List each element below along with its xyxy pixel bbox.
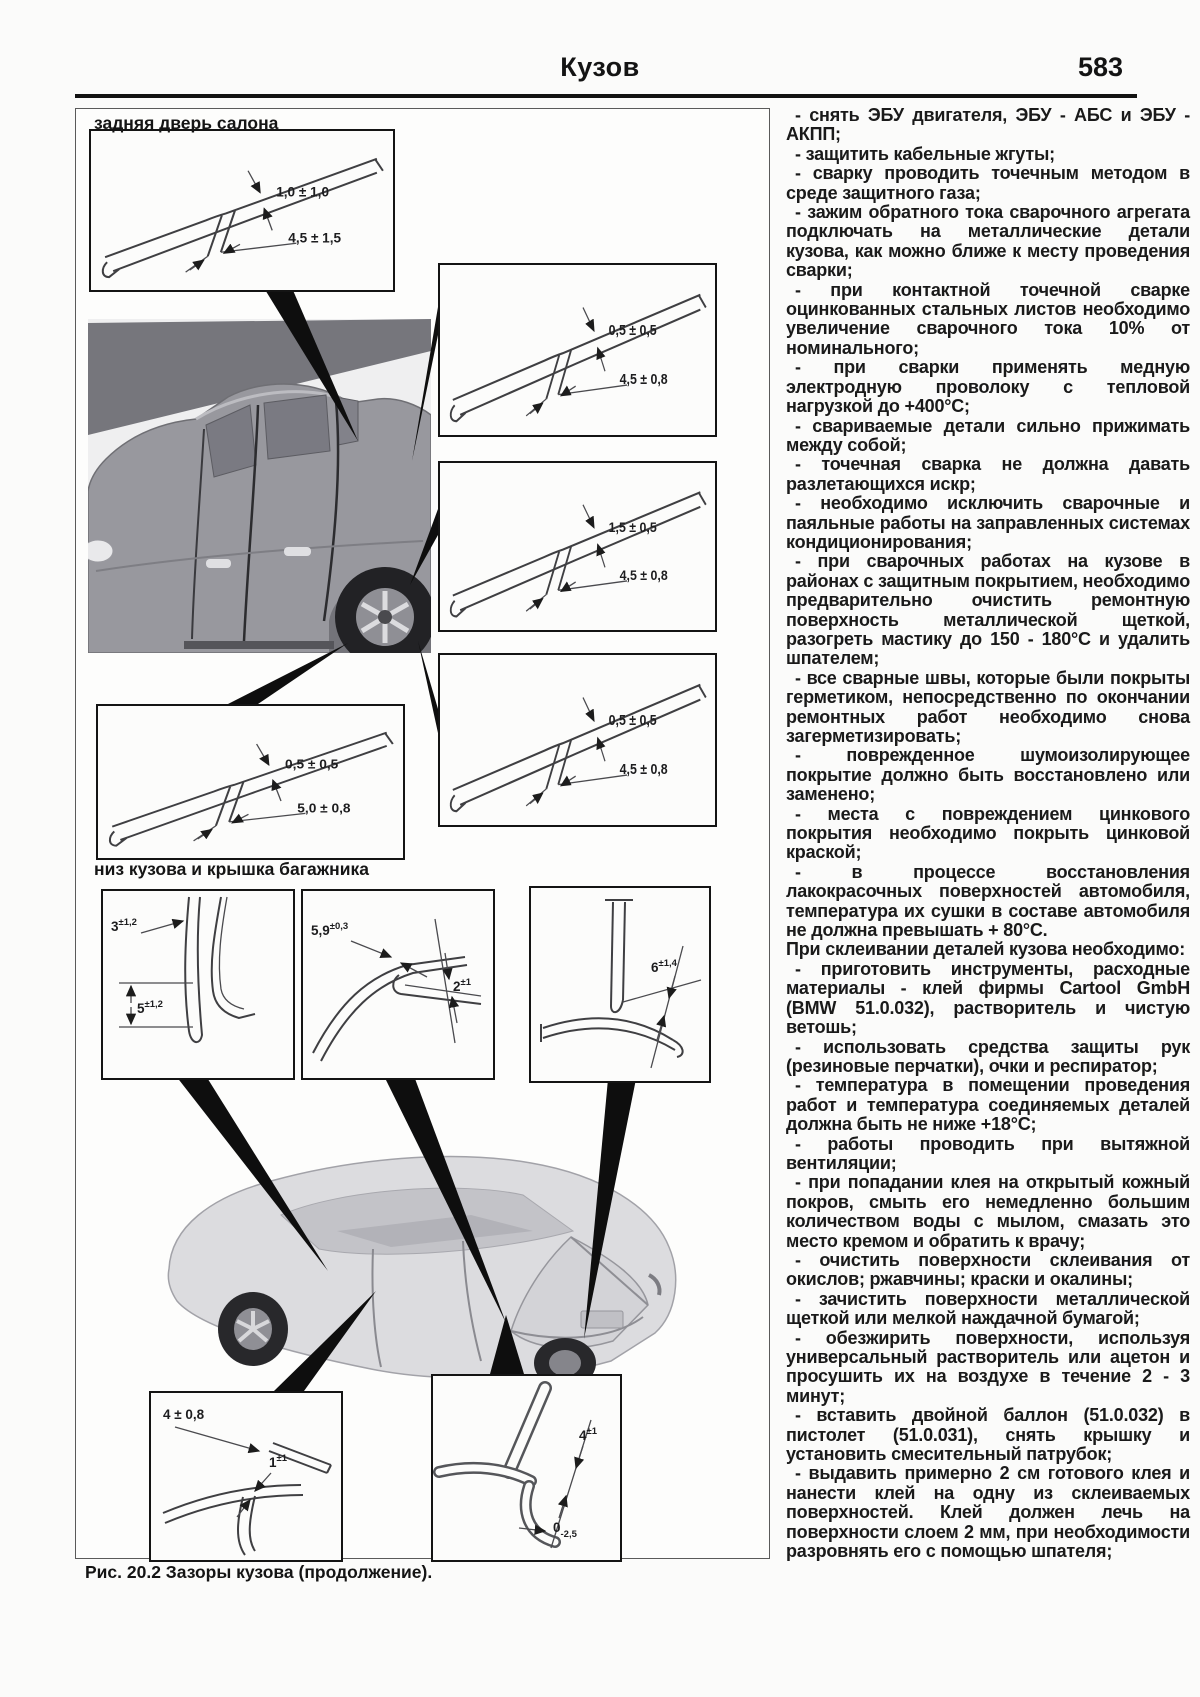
instruction-paragraph: - зажим обратного тока сварочного агрегата подключать на металлические детали кузова, как можно ближе к месту проведения сварки; [786,202,1190,281]
inset-underbody-junction-profile [149,1391,343,1562]
header-rule [75,94,1137,98]
page-number: 583 [1078,52,1124,82]
dimension-1: $4^{\pm 1}$ [579,1426,598,1443]
instruction-paragraph: - использовать средства защиты рук (резиновые перчатки), очки и респиратор; [786,1036,1190,1076]
inset-rear-door-gap-top [89,129,395,292]
figure-caption: Рис. 20.2 Зазоры кузова (продолжение). [85,1562,433,1582]
instruction-paragraph: - при сварочных работах на кузове в районах с защитным покрытием, необходимо предварительно очистить ремонтную поверхность металлической щеткой, разогреть мастику до 150 - 180°С и удалить шпателем; [786,551,1190,669]
dimension-gap: 1,5 ± 0,5 [608,519,657,536]
dimension-2: $2^{\pm 1}$ [453,977,472,994]
instruction-paragraph: - свариваемые детали сильно прижимать между собой; [786,415,1190,455]
inset-rear-door-gap-lower [438,653,717,827]
dimension-depth: 5,0 ± 0,8 [297,800,351,816]
instruction-paragraph: - температура в помещении проведения работ и температура соединяемых деталей должна быть не ниже +18°С; [786,1075,1190,1135]
dimension-2: $0_{-2,5}$ [553,1520,577,1540]
instruction-paragraph: - при сварки применять медную электродную проволоку с тепловой нагрузкой до +400°С; [786,357,1190,417]
instruction-paragraph: - защитить кабельные жгуты; [795,143,1055,164]
instruction-paragraph: - точечная сварка не должна давать разлетающихся искр; [786,454,1190,494]
dimension-depth: 4,5 ± 0,8 [619,371,668,388]
dimension-depth: 4,5 ± 1,5 [288,230,342,246]
instruction-paragraph: - при попадании клея на открытый кожный покров, смыть его немедленно большим количеством воды с мылом, смазать это место кремом и обратить к врачу; [786,1172,1190,1251]
instruction-intro: При склеивании деталей кузова необходимо: [786,939,1185,960]
inset-trunk-edge-profile [529,886,711,1083]
instruction-paragraph: - все сварные швы, которые были покрыты герметиком, непосредственно по окончании ремонтных работ необходимо снова загерметизировать; [786,667,1190,746]
dimension-1: 4 ± 0,8 [163,1407,205,1422]
inset-rear-door-gap-upper [438,263,717,437]
section-title: Кузов [560,52,640,82]
dimension-gap: 0,5 ± 0,5 [285,757,339,772]
instruction-paragraph: - необходимо исключить сварочные и паяльные работы на заправленных системах кондиционирования; [786,493,1190,552]
instruction-paragraph: - в процессе восстановления лакокрасочных поверхностей автомобиля, температура их сушки в составе автомобиля не должна превышать + 80°С. [786,861,1190,941]
instruction-paragraph: - работы проводить при вытяжной вентиляции; [786,1133,1190,1173]
instruction-paragraph: - обезжирить поверхности, используя универсальный растворитель или ацетон и просушить их на воздухе в течение 2 - 3 минут; [786,1327,1190,1406]
instruction-paragraph: - приготовить инструменты, расходные материалы - клей фирмы Cartool GmbH (BMW 51.0.032), растворитель и чистую ветошь; [786,958,1190,1038]
instruction-paragraph: - сварку проводить точечным методом в среде защитного газа; [786,163,1190,203]
instruction-paragraph: - вставить двойной баллон (51.0.032) в пистолет (51.0.031), снять крышку и установить смесительный патрубок; [786,1405,1190,1465]
dimension-2: $1^{\pm 1}$ [269,1453,288,1470]
dimension-1: $5,9^{\pm 0,3}$ [311,921,349,938]
instruction-paragraph: - очистить поверхности склеивания от окислов; ржавчины; краски и окалины; [786,1249,1190,1290]
figure-label-underbody-trunk: низ кузова и крышка багажника [94,859,369,879]
instruction-paragraph: - поврежденное шумоизолирующее покрытие должно быть восстановлено или заменено; [786,745,1190,805]
dimension-1: $6^{\pm 1,4}$ [651,958,677,975]
figure-label-rear-door: задняя дверь салона [94,113,279,133]
dimension-depth: 4,5 ± 0,8 [619,567,668,584]
dimension-depth: 4,5 ± 0,8 [619,761,668,778]
inset-trunk-lid-gap-profile [431,1374,622,1562]
instruction-paragraph: - снять ЭБУ двигателя, ЭБУ - АБС и ЭБУ - АКПП; [786,105,1190,145]
instruction-paragraph: - при контактной точечной сварке оцинкованных стальных листов необходимо увеличение сварочного тока 10% от номинального; [786,279,1190,358]
instruction-paragraph: - зачистить поверхности металлической щеткой или мелкой наждачной бумагой; [786,1288,1190,1329]
figure-panel [75,108,770,1559]
dimension-gap: 0,5 ± 0,5 [608,322,657,339]
instruction-paragraph: - места с повреждением цинкового покрытия необходимо покрыть цинковой краской; [786,803,1190,863]
inset-rear-door-gap-middle [438,461,717,632]
dimension-2: $5^{\pm 1,2}$ [137,999,163,1016]
inset-trunk-lip-profile [301,889,495,1080]
dimension-1: $3^{\pm 1,2}$ [111,917,137,934]
inset-rear-door-gap-bottom [96,704,405,860]
dimension-gap: 0,5 ± 0,5 [608,712,657,729]
inset-underbody-seal-profile [101,889,295,1080]
dimension-gap: 1,0 ± 1,0 [276,184,330,200]
instructions-column [786,106,1190,1561]
instruction-paragraph: - выдавить примерно 2 см готового клея и нанести клей на одну из склеиваемых поверхностей. Клей должен лечь на поверхности слоем 2 мм, при необходимости разровнять его с помощью шпателя; [786,1463,1190,1562]
